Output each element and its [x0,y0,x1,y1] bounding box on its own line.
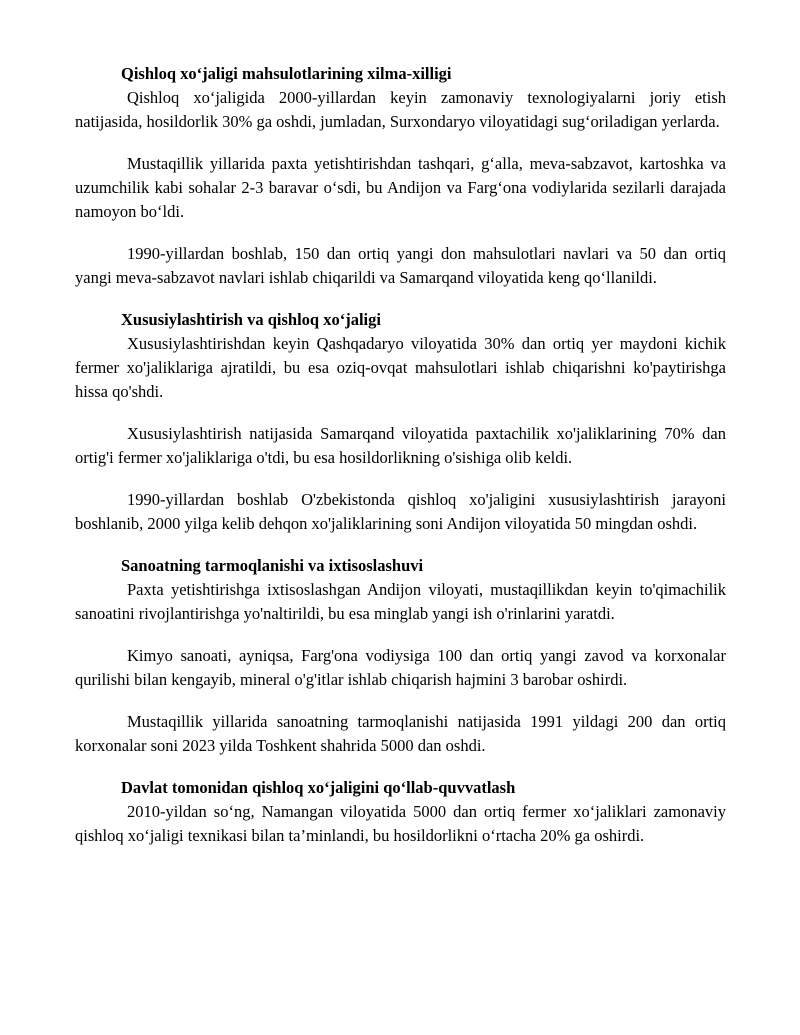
section-industry [75,554,726,758]
paragraph: Qishloq xo‘jaligida 2000-yillardan keyin zamonaviy texnologiyalarni joriy etish natijasida, hosildorlik 30% ga oshdi, jumladan, Surxondaryo viloyatidagi sug‘oriladigan yerlarda. [75,88,726,131]
section-heading: Davlat tomonidan qishloq xo‘jaligini qo‘llab-quvvatlash [121,778,516,797]
section-heading: Sanoatning tarmoqlanishi va ixtisoslashuvi [121,556,424,575]
section-heading: Qishloq xo‘jaligi mahsulotlarining xilma-xilligi [121,64,452,83]
paragraph: 1990-yillardan boshlab, 150 dan ortiq yangi don mahsulotlari navlari va 50 dan ortiq yangi meva-sabzavot navlari ishlab chiqarildi va Samarqand viloyatida keng qo‘llanildi. [75,244,726,287]
paragraph: Xususiylashtirish natijasida Samarqand viloyatida paxtachilik xo'jaliklarining 70% dan ortig'i fermer xo'jaliklariga o'tdi, bu esa hosildorlikning o'sishiga olib keldi. [75,424,726,467]
paragraph: Kimyo sanoati, ayniqsa, Farg'ona vodiysiga 100 dan ortiq yangi zavod va korxonalar qurilishi bilan kengayib, mineral o'g'itlar ishlab chiqarish hajmini 3 barobar oshirdi. [75,646,726,689]
paragraph: Paxta yetishtirishga ixtisoslashgan Andijon viloyati, mustaqillikdan keyin to'qimachilik sanoatini rivojlantirishga yo'naltirildi, bu esa minglab yangi ish o'rinlarini yaratdi. [75,580,726,623]
document-page [75,62,726,848]
paragraph: 2010-yildan so‘ng, Namangan viloyatida 5000 dan ortiq fermer xo‘jaliklari zamonaviy qishloq xo‘jaligi texnikasi bilan ta’minlandi, bu hosildorlikni o‘rtacha 20% ga oshirdi. [75,802,726,845]
paragraph: Mustaqillik yillarida sanoatning tarmoqlanishi natijasida 1991 yildagi 200 dan ortiq korxonalar soni 2023 yilda Toshkent shahrida 5000 dan oshdi. [75,712,726,755]
paragraph: Xususiylashtirishdan keyin Qashqadaryo viloyatida 30% dan ortiq yer maydoni kichik fermer xo'jaliklariga ajratildi, bu esa oziq-ovqat mahsulotlari ishlab chiqarishni ko'paytirishga hissa qo'shdi. [75,334,726,401]
paragraph: 1990-yillardan boshlab O'zbekistonda qishloq xo'jaligini xususiylashtirish jarayoni boshlanib, 2000 yilga kelib dehqon xo'jaliklarining soni Andijon viloyatida 50 mingdan oshdi. [75,490,726,533]
section-privatization [75,308,726,536]
section-heading: Xususiylashtirish va qishloq xo‘jaligi [121,310,381,329]
section-crop-diversity [75,62,726,290]
paragraph: Mustaqillik yillarida paxta yetishtirishdan tashqari, g‘alla, meva-sabzavot, kartoshka va uzumchilik kabi sohalar 2-3 baravar o‘sdi, bu Andijon va Farg‘ona vodiylarida sezilarli darajada namoyon bo‘ldi. [75,154,726,221]
section-state-support [75,776,726,848]
